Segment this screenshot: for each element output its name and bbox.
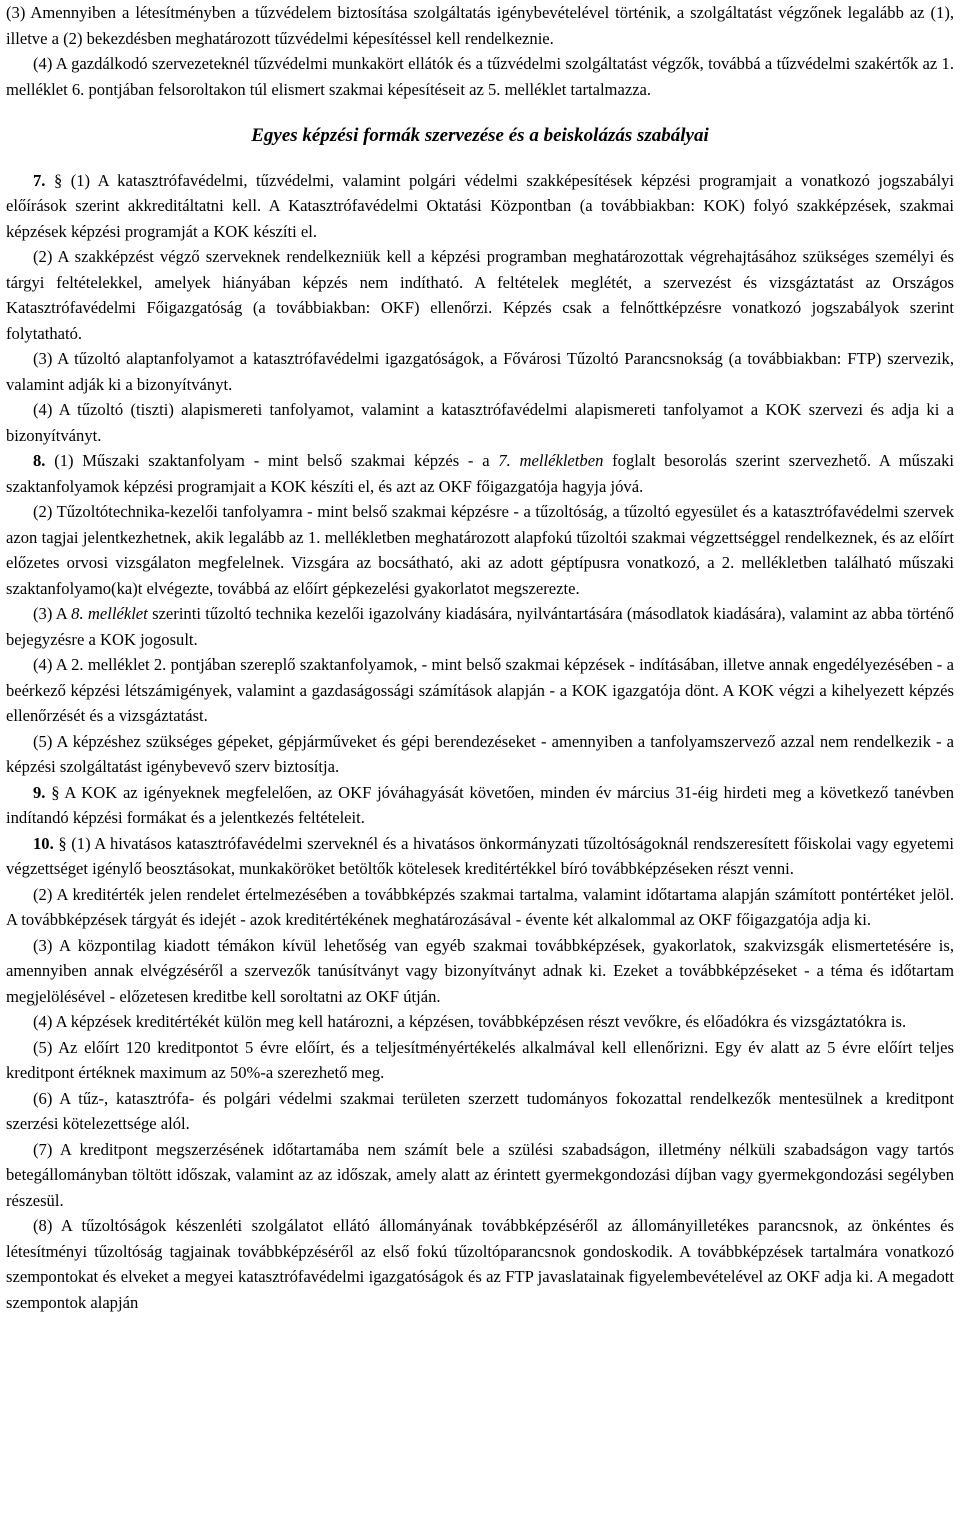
section-number: 8. [33, 451, 46, 470]
paragraph-text: (1) A hivatásos katasztrófavédelmi szerveknél és a hivatásos önkormányzati tűzoltóságoknál rendszeresített főiskolai vagy egyetemi végzettséget igénylő beosztásokat, munkaköröket betöltők kötelesek kreditértékkel bíró továbbképzéseken részt venni. [6, 833, 954, 878]
section-10-paragraph-7: (7) A kreditpont megszerzésének időtartamába nem számít bele a szülési szabadságon, illetmény nélküli szabadságon vagy tartós betegállományban töltött időszak, valamint az az időszak, amely alatt az érintett gyermekgondozási díjban vagy gyermekgondozási segélyben részesül. [6, 1139, 954, 1210]
section-10-paragraph-6: (6) A tűz-, katasztrófa- és polgári védelmi szakmai területen szerzett tudományos fokozattal rendelkezők mentesülnek a kreditpont szerzési kötelezettsége alól. [6, 1088, 954, 1133]
section-8-paragraph-3 [6, 601, 954, 652]
section-8-paragraph-2: (2) Tűzoltótechnika-kezelői tanfolyamra - mint belső szakmai képzésre - a tűzoltóság, a tűzoltó egyesület és a katasztrófavédelmi szervek azon tagjai jelentkezhetnek, akik legalább az 1. mellékletben meghatározott alapfokú tűzoltói szakmai végzettséggel rendelkeznek, és az előírt előzetes orvosi vizsgálaton megfelelnek. Vizsgára az bocsátható, aki az adott géptípusra vonatkozó, a 2. mellékletben található műszaki szaktanfolyamo(ka)t elvégezte, továbbá az előírt gépkezelési gyakorlatot megszerezte. [6, 502, 954, 598]
paragraph-text: foglalt besorolás szerint szervezhető. A műszaki szaktanfolyamok képzési programjait a KOK készíti el, és azt az OKF főigazgatója hagyja jóvá. [6, 451, 954, 496]
paragraph-text: szerinti tűzoltó technika kezelői igazolvány kiadására, nyilvántartására (másodlatok kiadására), valamint az abba történő bejegyzésre a KOK jogosult. [6, 604, 954, 649]
section-10-paragraph-3: (3) A központilag kiadott témákon kívül lehetőség van egyéb szakmai továbbképzések, gyakorlatok, szakvizsgák elismertetésére is, amennyiben annak elvégzéséről a szervezők tanúsítványt vagy bizonyítványt adnak ki. Ezeket a továbbképzéseket - a téma és időtartam megjelölésével - előzetesen kreditbe kell soroltatni az OKF útján. [6, 935, 954, 1006]
section-7-paragraph-1 [6, 168, 954, 245]
section-7-paragraph-2: (2) A szakképzést végző szerveknek rendelkezniük kell a képzési programban meghatározottak végrehajtásához szükséges személyi és tárgyi feltételekkel, amelyek hiányában képzés nem indítható. A feltételek meglétét, a szervezést és vizsgáztatást az Országos Katasztrófavédelmi Főigazgatóság (a továbbiakban: OKF) ellenőrzi. Képzés csak a felnőttképzésre vonatkozó jogszabályok szerint folytatható. [6, 247, 954, 343]
annex-reference: 8. melléklet [71, 604, 148, 623]
section-number: 7. [33, 170, 46, 190]
section-8-paragraph-4: (4) A 2. melléklet 2. pontjában szereplő szaktanfolyamok, - mint belső szakmai képzések - indításában, illetve annak engedélyezésében - a beérkező képzési létszámigények, valamint a gazdaságossági számítások alapján - a KOK igazgatója dönt. A KOK végzi a kihelyezett képzés ellenőrzését és a vizsgáztatást. [6, 655, 954, 725]
section-number: 10. [33, 833, 54, 853]
section-9-paragraph-1 [6, 780, 954, 831]
section-8-paragraph-1 [6, 448, 954, 499]
paragraph-text: (1) A katasztrófavédelmi, tűzvédelmi, valamint polgári védelmi szakképesítések képzési programjait a vonatkozó jogszabályi előírások szerint akkreditáltatni kell. A Katasztrófavédelmi Oktatási Központban (a továbbiakban: KOK) folyó szakképzések, szakmai képzések képzési programját a KOK készíti el. [6, 170, 954, 241]
section-number: 9. [33, 782, 46, 802]
section-10-paragraph-5: (5) Az előírt 120 kreditpontot 5 évre előírt, és a teljesítményértékelés alkalmával kell ellenőrizni. Egy év alatt az 5 évre előírt teljes kreditpont értéknek maximum az 50%-a szerezhető meg. [6, 1037, 954, 1082]
paragraph-text: A KOK az igényeknek megfelelően, az OKF jóváhagyását követően, minden év március 31-éig hirdeti meg a következő tanévben indítandó képzési formákat és a jelentkezés feltételeit. [6, 782, 955, 827]
section-7-paragraph-3: (3) A tűzoltó alaptanfolyamot a katasztrófavédelmi igazgatóságok, a Fővárosi Tűzoltó Parancsnokság (a továbbiakban: FTP) szervezik, valamint adják ki a bizonyítványt. [6, 349, 954, 394]
section-10-paragraph-4: (4) A képzések kreditértékét külön meg kell határozni, a képzésen, továbbképzésen részt vevőkre, és előadókra és vizsgáztatókra is. [33, 1012, 907, 1031]
paragraph-text: (1) Műszaki szaktanfolyam - mint belső szakmai képzés - a [54, 451, 499, 470]
section-sign: § [51, 782, 60, 802]
section-10-paragraph-2: (2) A kreditérték jelen rendelet értelmezésében a továbbképzés szakmai tartalma, valamint időtartama alapján számított pontértéket jelöl. A továbbképzések tárgyát és idejét - azok kreditértékének meghatározásával - évente két alkalommal az OKF főigazgatója adja ki. [6, 884, 954, 929]
paragraph-text: (3) A [33, 604, 72, 623]
section-7-paragraph-4: (4) A tűzoltó (tiszti) alapismereti tanfolyamot, valamint a katasztrófavédelmi alapismereti tanfolyamot a KOK szervezi és adja ki a bizonyítványt. [6, 400, 954, 445]
paragraph: (4) A gazdálkodó szervezeteknél tűzvédelmi munkakört ellátók és a tűzvédelmi szolgáltatást végzők, továbbá a tűzvédelmi szakértők az 1. melléklet 6. pontjában felsoroltakon túl elismert szakmai képesítéseit az 5. melléklet tartalmazza. [6, 54, 954, 99]
paragraph: (3) Amennyiben a létesítményben a tűzvédelem biztosítása szolgáltatás igénybevételével történik, a szolgáltatást végzőnek legalább az (1), illetve a (2) bekezdésben meghatározott tűzvédelmi képesítéssel kell rendelkeznie. [6, 3, 954, 48]
annex-reference: 7. mellékletben [498, 451, 604, 470]
section-10-paragraph-8: (8) A tűzoltóságok készenléti szolgálatot ellátó állományának továbbképzéséről az állományilletékes parancsnok, az önkéntes és létesítményi tűzoltóság tagjainak továbbképzéséről az első fokú tűzoltóparancsnok gondoskodik. A továbbképzések tartalmára vonatkozó szempontokat és elveket a megyei katasztrófavédelmi igazgatóságok és az FTP javaslatainak figyelembevételével az OKF adja ki. A megadott szempontok alapján [6, 1216, 954, 1312]
section-heading: Egyes képzési formák szervezése és a beiskolázás szabályai [251, 125, 709, 146]
section-8-paragraph-5: (5) A képzéshez szükséges gépeket, gépjárműveket és gépi berendezéseket - amennyiben a tanfolyamszervező azzal nem rendelkezik - a képzési szolgáltatást igénybevevő szerv biztosítja. [6, 731, 954, 776]
section-10-paragraph-1 [6, 831, 954, 882]
section-sign: § [58, 833, 67, 853]
section-sign: § [53, 170, 63, 190]
